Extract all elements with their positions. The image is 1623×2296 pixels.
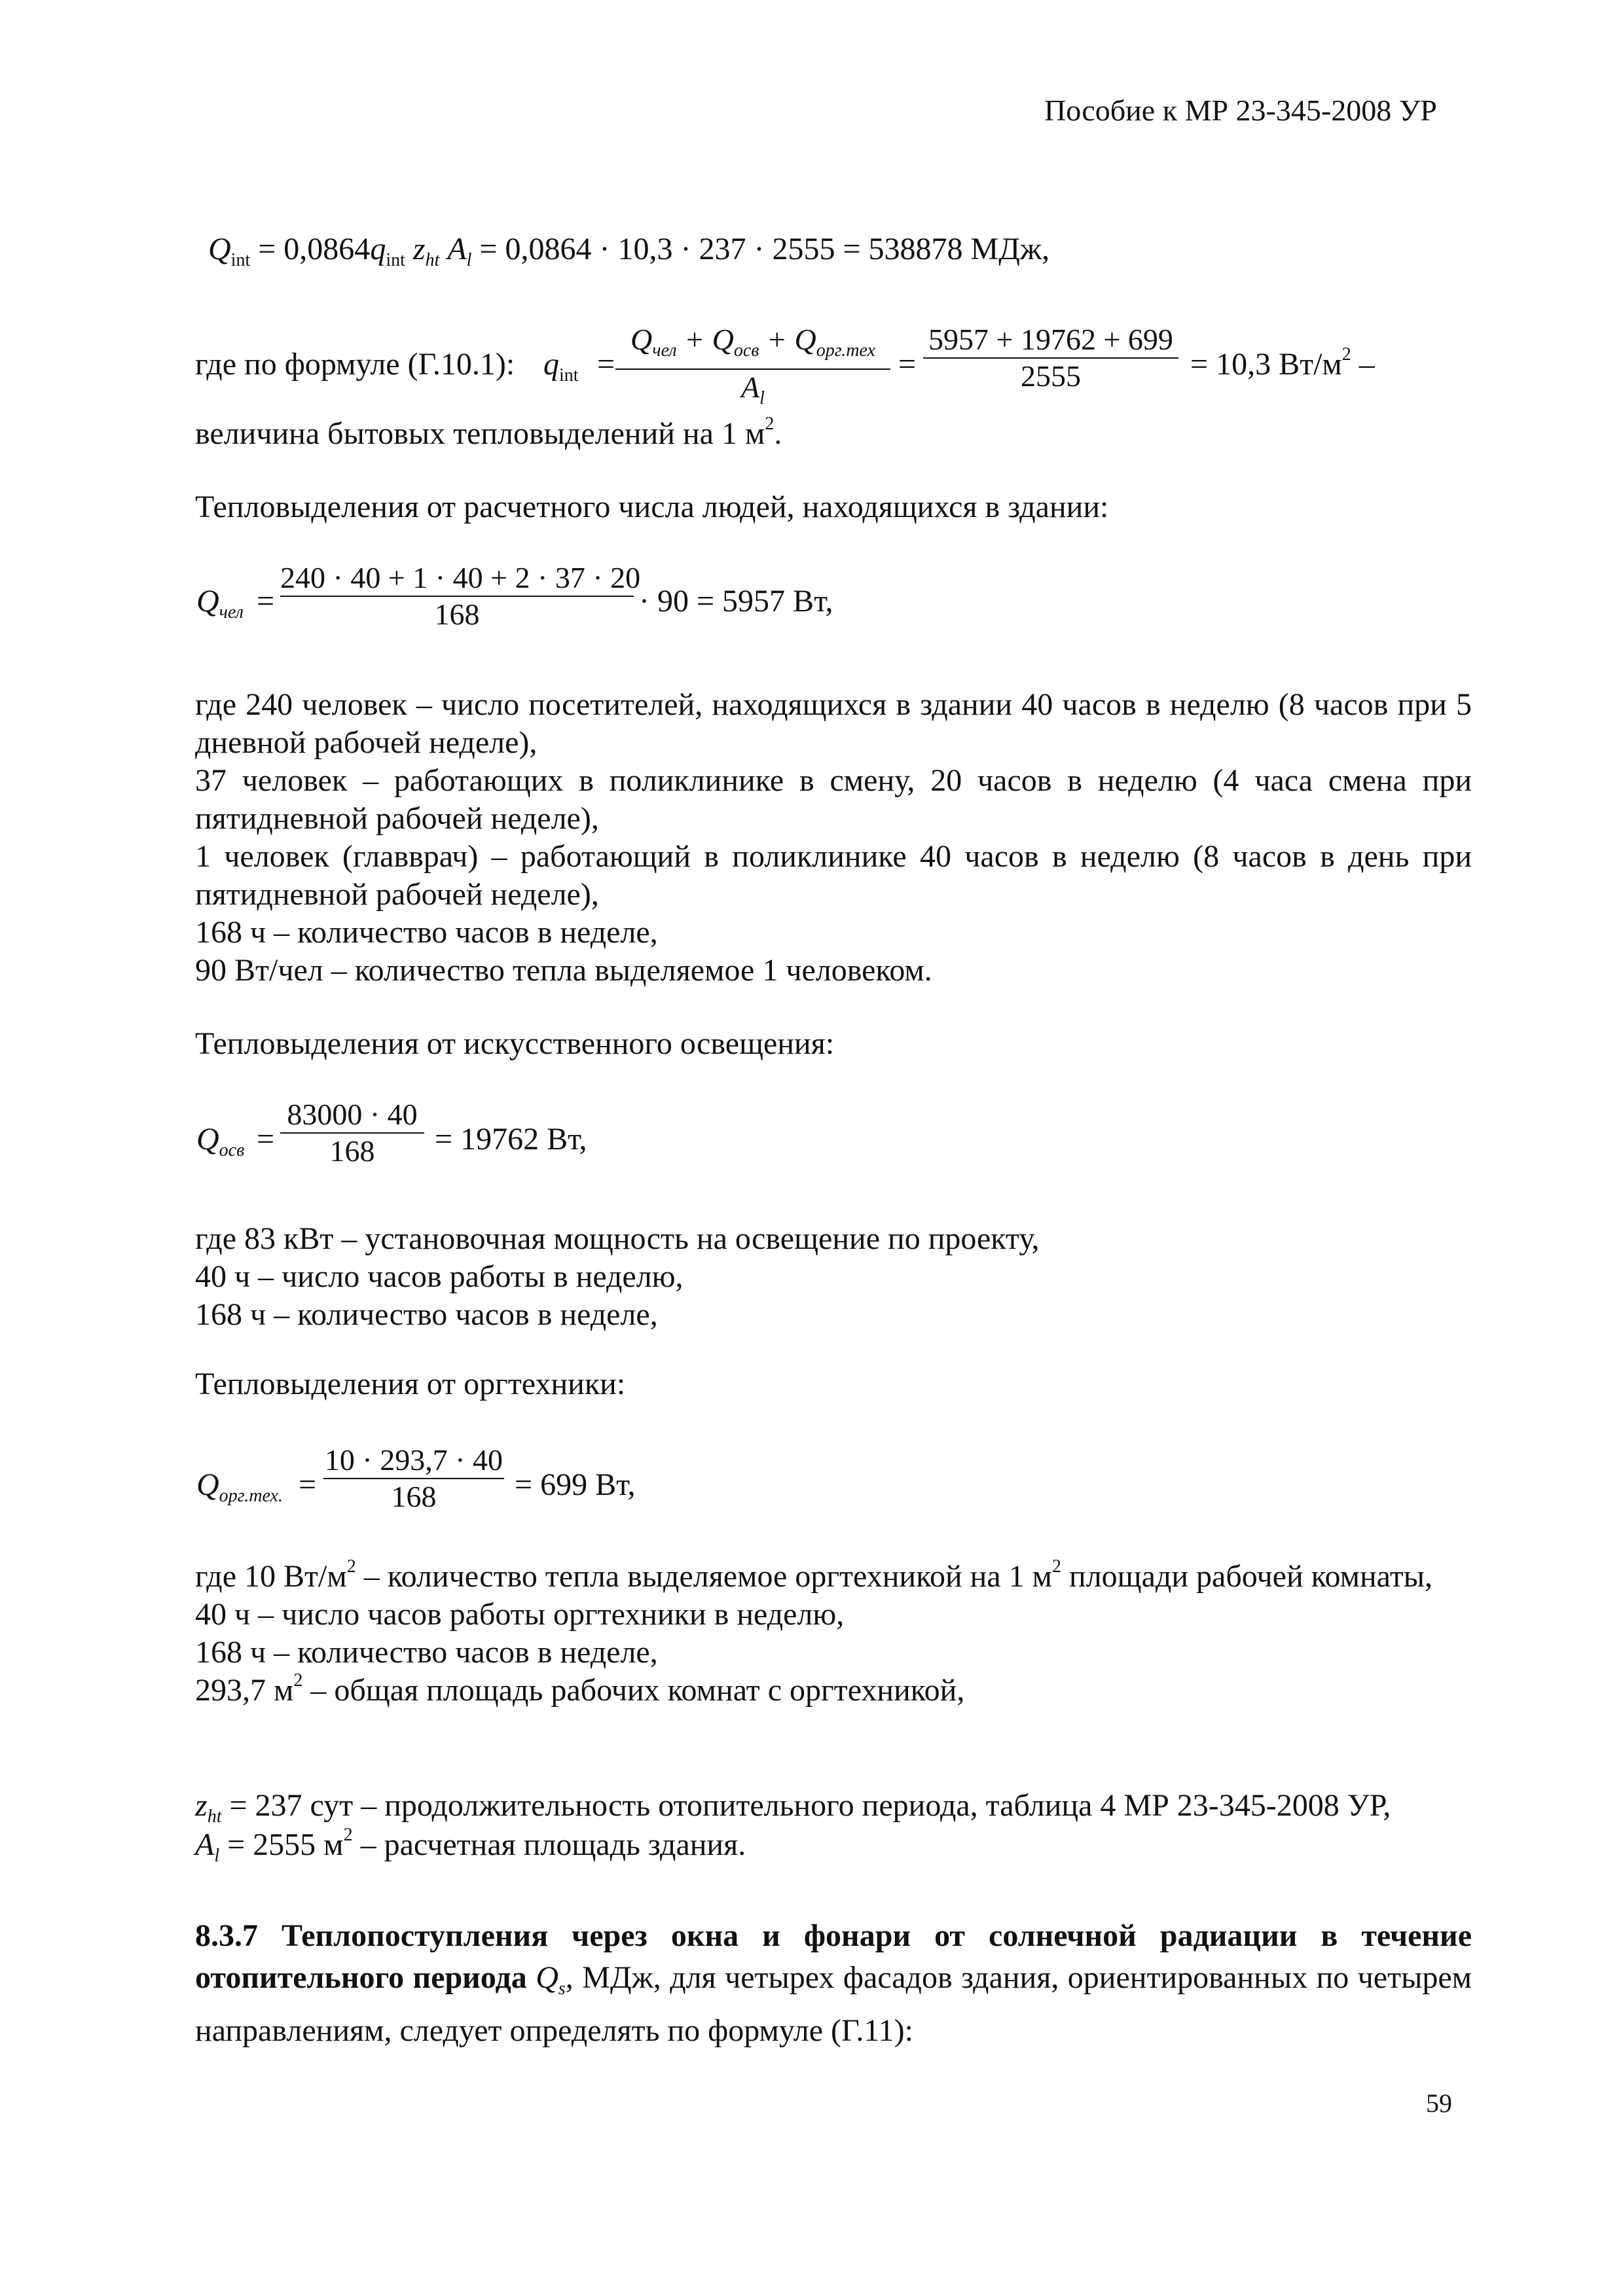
note-line: 168 ч – количество часов в неделе, xyxy=(195,915,658,950)
note-line: где 240 человек – число посетителей, находящихся в здании 40 часов в неделю (8 часов при 5 дневной рабочей неделе), xyxy=(195,687,1472,760)
zht-definition: $z_{ht} = 237$ сут – продолжительность отопительного периода, таблица 4 МР 23-345-2008 УР, xyxy=(195,1788,1391,1827)
qint-result: = 10,3 $Вт/м^2$ – xyxy=(1190,344,1375,382)
heading-people: Тепловыделения от расчетного числа людей, находящихся в здании: xyxy=(195,490,1109,524)
people-notes xyxy=(195,686,1472,990)
section-title: 8.3.7 Теплопоступления через окна и фонари от солнечной радиации в течение отопительного периода xyxy=(195,1918,1472,1995)
paragraph-bytovye: величина бытовых тепловыделений на 1 $м^2$. xyxy=(195,414,782,451)
running-header: Пособие к МР 23-345-2008 УР xyxy=(1044,94,1437,127)
document-page: Пособие к МР 23-345-2008 УР $Q_{int} = 0,0864q_{int}$ $z_{ht}$ $A_l = 0,0864 \cdot 10,3 \cdot 237 \cdot 2555 = 538878$ МДж, где по формуле (Г.10.1): $q_{int}$ = $Q_{чел} + Q_{осв} + Q_{орг.тех}$ $A_l$ = 5957 + 19762 + 699 2555 = 10,3 $Вт/м^2$ – величина бытовых тепловыделений на 1 $м^2$. Тепловыделения от расчетного числа людей, находящихся в здании: $Q_{чел}$ = 240 · 40 + 1 · 40 + 2 · 37 · 20 168 · 90 = 5957 Вт, где 240 человек – число посетителей, находящихся в здании 40 часов в неделю (8 часов при 5 дневной рабочей неделе), 37 человек – работающих в поликлинике в смену, 20 часов в неделю (4 часа смена при пятидневной рабочей неделе), 1 человек (главврач) – работающий в поликлинике 40 часов в неделю (8 часов в день при пятидневной рабочей неделе), 168 ч – количество часов в неделе, 90 Вт/чел – количество тепла выделяемое 1 человеком. Тепловыделения от искусственного освещения: $Q_{осв}$ = 83000 · 40 168 = 19762 Вт, где 83 кВт – установочная мощность на освещение по проекту, 40 ч – число часов работы в неделю, 168 ч – количество часов в неделе, Тепловыделения от оргтехники: $Q_{орг.тех.}$ = 10 · 293,7 · 40 168 = 699 Вт, где 10 $Вт/м^2$ – количество тепла выделяемое оргтехникой на 1 $м^2$ площади рабочей комнаты, 40 ч – число часов работы оргтехники в неделю, 168 ч – количество часов в неделе, 293,7 $м^2$ – общая площадь рабочих комнат с оргтехникой, $z_{ht} = 237$ сут – продолжительность отопительного периода, таблица 4 МР 23-345-2008 УР, $A_l = 2555$ $м^2$ – расчетная площадь здания. 8.3.7 Теплопоступления через окна и фонари от солнечной радиации в течение отопительного периода $Q_s$, МДж, для четырех фасадов здания, ориентированных по четырем направлениям, следует определять по формуле (Г.11): 59 xyxy=(195,94,1472,2118)
qint-fraction-numeric: 5957 + 19762 + 699 2555 xyxy=(923,322,1178,394)
equation-qint-total: $Q_{int} = 0,0864q_{int}$ $z_{ht}$ $A_l = 0,0864 \cdot 10,3 \cdot 237 \cdot 2555 = 538878$ МДж, xyxy=(208,232,1050,270)
heading-office: Тепловыделения от оргтехники: xyxy=(195,1367,626,1401)
people-result: · 90 = 5957 Вт, xyxy=(639,584,833,619)
note-line: 37 человек – работающих в поликлинике в смену, 20 часов в неделю (4 часа смена при пятидневной рабочей неделе), xyxy=(195,763,1472,836)
note-line: 90 Вт/чел – количество тепла выделяемое 1 человеком. xyxy=(195,953,932,988)
q-people-symbol: $Q_{чел}$ xyxy=(196,584,244,622)
note-line: 168 ч – количество часов в неделе, xyxy=(195,1635,658,1670)
office-result: = 699 Вт, xyxy=(515,1467,636,1502)
q-office-symbol: $Q_{орг.тех.}$ xyxy=(196,1467,283,1506)
people-fraction: 240 · 40 + 1 · 40 + 2 · 37 · 20 168 xyxy=(280,561,641,631)
note-line: где 10 $Вт/м^2$ – количество тепла выделяемое оргтехникой на 1 $м^2$ площади рабочей комнаты, xyxy=(195,1556,1432,1594)
office-notes xyxy=(195,1558,1472,1710)
note-line: где 83 кВт – установочная мощность на освещение по проекту, xyxy=(195,1221,1040,1256)
section-8-3-7: 8.3.7 Теплопоступления через окна и фонари от солнечной радиации в течение отопительного периода $Q_s$, МДж, для четырех фасадов здания, ориентированных по четырем направлениям, следует определять по формуле (Г.11): xyxy=(195,1918,1472,2048)
office-fraction: 10 · 293,7 · 40 168 xyxy=(324,1443,503,1513)
note-line: 1 человек (главврач) – работающий в поликлинике 40 часов в неделю (8 часов в день при пятидневной рабочей неделе), xyxy=(195,839,1472,912)
al-definition: $A_l = 2555$ $м^2$ – расчетная площадь здания. xyxy=(195,1825,746,1866)
note-line: 168 ч – количество часов в неделе, xyxy=(195,1297,658,1332)
qint-fraction-symbolic: $Q_{чел} + Q_{осв} + Q_{орг.тех}$ $A_l$ xyxy=(615,322,890,416)
q-light-symbol: $Q_{осв}$ xyxy=(196,1122,245,1160)
light-fraction: 83000 · 40 168 xyxy=(280,1097,424,1169)
page-number: 59 xyxy=(1426,2089,1452,2118)
light-result: = 19762 Вт, xyxy=(435,1122,587,1157)
formula-lead-text: где по формуле (Г.10.1): xyxy=(195,347,515,382)
note-line: 293,7 $м^2$ – общая площадь рабочих комнат с оргтехникой, xyxy=(195,1670,965,1708)
note-line: 40 ч – число часов работы оргтехники в неделю, xyxy=(195,1597,845,1632)
light-notes xyxy=(195,1220,1472,1334)
heading-light: Тепловыделения от искусственного освещения: xyxy=(195,1026,835,1061)
note-line: 40 ч – число часов работы в неделю, xyxy=(195,1259,684,1294)
qint-symbol: $q_{int}$ xyxy=(543,347,579,386)
